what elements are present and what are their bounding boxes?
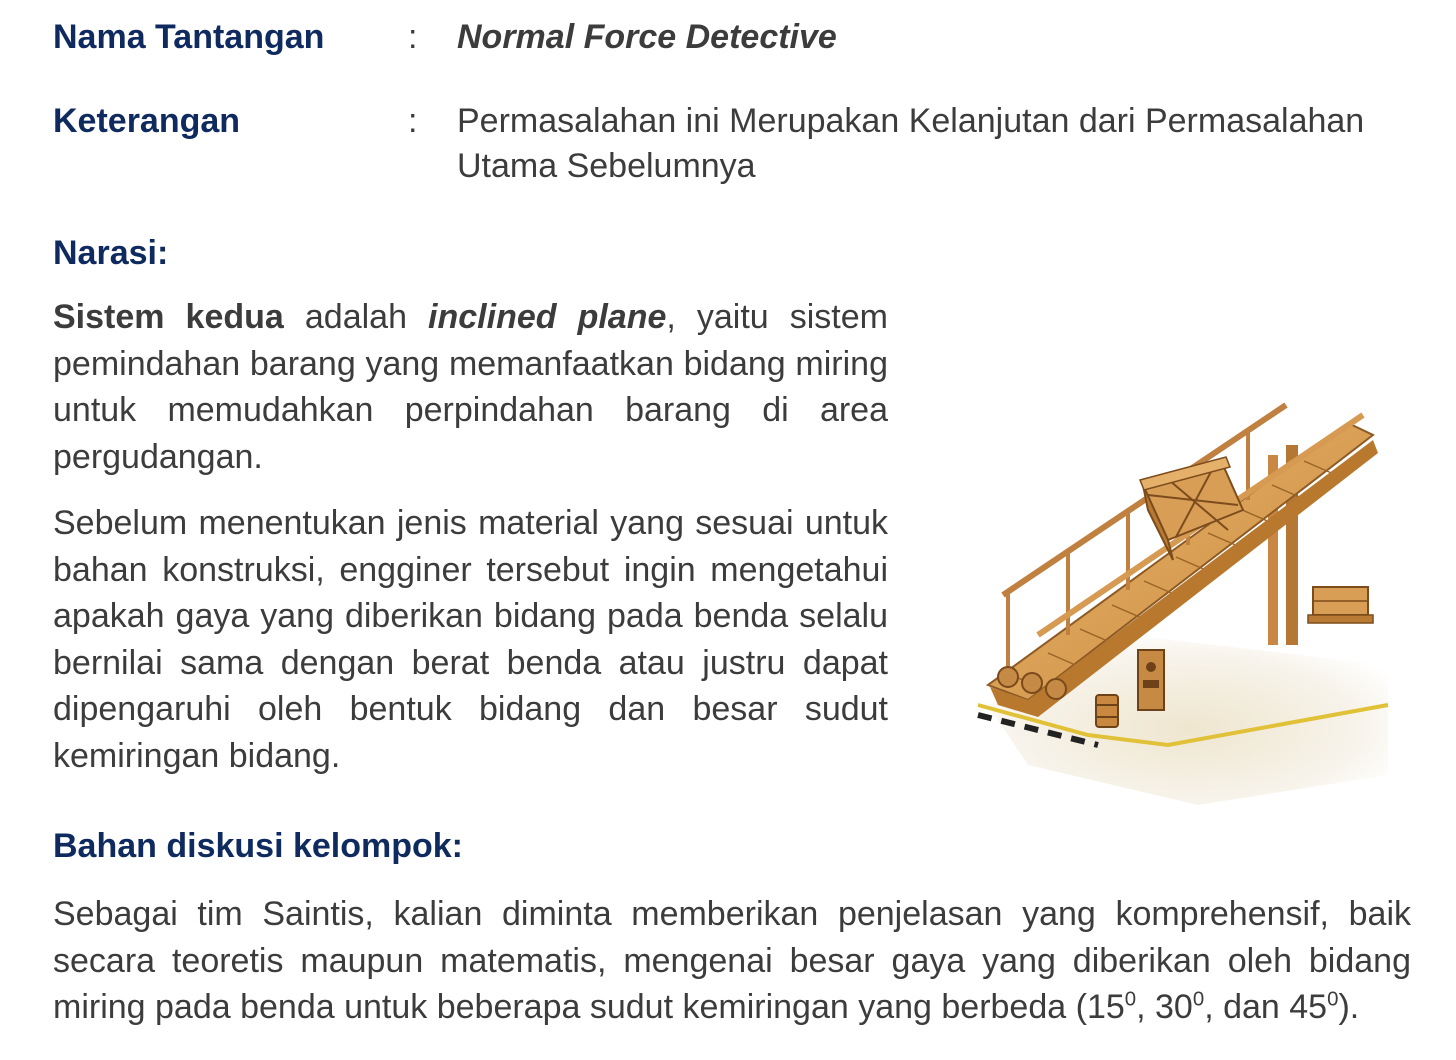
narration-paragraph-1 xyxy=(53,294,888,480)
challenge-name: Normal Force Detective xyxy=(457,18,837,56)
description-line-1: Permasalahan ini Merupakan Kelanjutan dari Permasalahan xyxy=(457,102,1365,140)
barrel-icon xyxy=(1096,695,1118,727)
separator-2: , dan xyxy=(1204,988,1290,1026)
p1-text-2: , yaitu sistem pemindahan barang yang memanfaatkan bidang miring untuk memudahkan perpindahan barang di area pergudangan. xyxy=(53,298,888,476)
description-label: Keterangan xyxy=(53,102,241,140)
inclined-plane-illustration xyxy=(968,305,1390,835)
challenge-label: Nama Tantangan xyxy=(53,18,325,56)
narration-heading: Narasi: xyxy=(53,234,169,272)
discussion-heading: Bahan diskusi kelompok: xyxy=(53,827,463,865)
description-line-2: Utama Sebelumnya xyxy=(457,147,756,185)
system-name: Sistem kedua xyxy=(53,298,284,336)
angle-1: 15 xyxy=(1086,988,1125,1026)
degree-mark-3: 0 xyxy=(1327,988,1339,1011)
inclined-plane-term: inclined plane xyxy=(428,298,667,336)
description-colon: : xyxy=(408,102,418,140)
control-box-icon xyxy=(1138,650,1164,710)
challenge-colon: : xyxy=(408,18,418,56)
discussion-text: Sebagai tim Saintis, kalian diminta memberikan penjelasan yang komprehensif, baik secara teoretis maupun matematis, mengenai besar gaya yang diberikan oleh bidang miring pada benda untuk beberapa sudut kemiringan yang berbeda ( xyxy=(53,895,1411,1026)
angle-2: 30 xyxy=(1155,988,1193,1026)
degree-mark-2: 0 xyxy=(1192,988,1205,1011)
discussion-end: ). xyxy=(1338,988,1360,1026)
separator-1: , xyxy=(1136,988,1156,1026)
degree-mark-1: 0 xyxy=(1124,988,1137,1011)
small-crate-icon xyxy=(1308,587,1373,623)
narration-paragraph-2: Sebelum menentukan jenis material yang sesuai untuk bahan konstruksi, engginer tersebut ingin mengetahui apakah gaya yang diberikan bidang pada benda selalu bernilai sama dengan berat benda atau justru dapat dipengaruhi oleh bentuk bidang dan besar sudut kemiringan bidang. xyxy=(53,504,888,775)
discussion-paragraph xyxy=(53,891,1411,1031)
wooden-inclined-plane-icon xyxy=(968,305,1390,835)
p1-text-1: adalah xyxy=(283,298,429,336)
angle-3: 45 xyxy=(1289,988,1328,1026)
